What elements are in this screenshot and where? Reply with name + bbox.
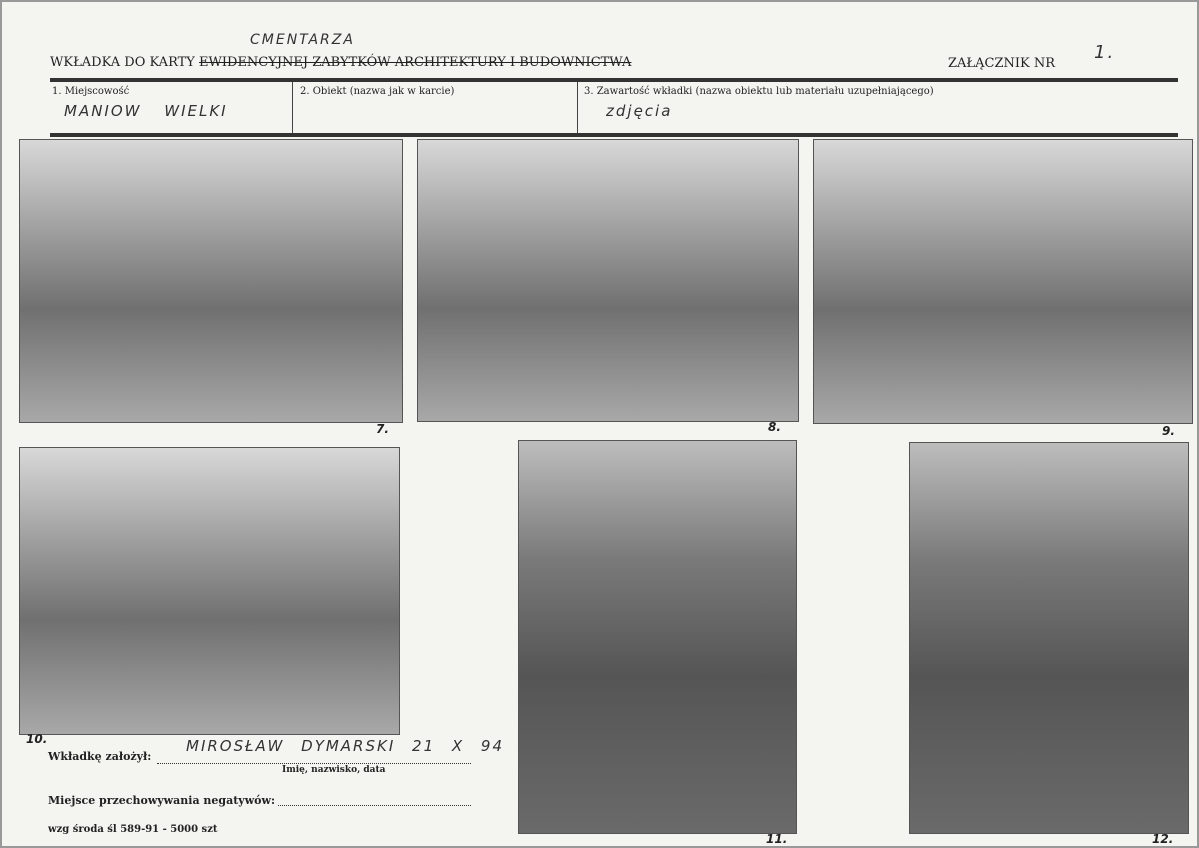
photo-wall-gravestones bbox=[417, 139, 799, 422]
photo-broken-gravestones bbox=[813, 139, 1193, 424]
photo-number: 11. bbox=[766, 832, 788, 846]
field-value-contents: zdjęcia bbox=[606, 102, 673, 120]
field-label-contents: 3. Zawartość wkładki (nazwa obiektu lub materiału uzupełniającego) bbox=[584, 86, 934, 97]
field-label-object: 2. Obiekt (nazwa jak w karcie) bbox=[300, 86, 455, 97]
photo-number: 7. bbox=[376, 422, 389, 436]
founder-label: Wkładkę założył: bbox=[48, 750, 152, 763]
header-rule bbox=[50, 133, 1178, 137]
photo-number: 9. bbox=[1162, 424, 1175, 438]
photo-cross-konig bbox=[909, 442, 1189, 834]
field-value-locality: MANIOW WIELKI bbox=[64, 102, 228, 120]
photo-number: 10. bbox=[26, 732, 48, 746]
handwritten-insert: CMENTARZA bbox=[250, 32, 355, 48]
photo-cemetery-gate bbox=[19, 139, 403, 423]
annex-number: 1. bbox=[1094, 42, 1116, 63]
photo-number: 8. bbox=[768, 420, 781, 434]
document-title bbox=[50, 55, 631, 70]
print-info: wzg środa śl 589-91 - 5000 szt bbox=[48, 824, 218, 835]
photo-fallen-crosses bbox=[19, 447, 400, 735]
founder-value: MIROSŁAW DYMARSKI 21 X 94 bbox=[186, 737, 505, 755]
annex-label: ZAŁĄCZNIK NR bbox=[948, 56, 1056, 71]
founder-line bbox=[157, 762, 471, 764]
photo-cross-maria bbox=[518, 440, 797, 834]
header-rule bbox=[50, 78, 1178, 82]
negatives-label: Miejsce przechowywania negatywów: bbox=[48, 794, 276, 807]
founder-caption: Imię, nazwisko, data bbox=[282, 765, 386, 775]
title-prefix: WKŁADKA DO KARTY bbox=[50, 55, 195, 70]
photo-number: 12. bbox=[1152, 832, 1174, 846]
column-divider bbox=[292, 82, 293, 134]
column-divider bbox=[577, 82, 578, 134]
field-label-locality: 1. Miejscowość bbox=[52, 86, 130, 97]
title-struck: EWIDENCYJNEJ ZABYTKÓW ARCHITEKTURY I BUDOWNICTWA bbox=[199, 55, 632, 70]
negatives-line bbox=[278, 804, 471, 806]
